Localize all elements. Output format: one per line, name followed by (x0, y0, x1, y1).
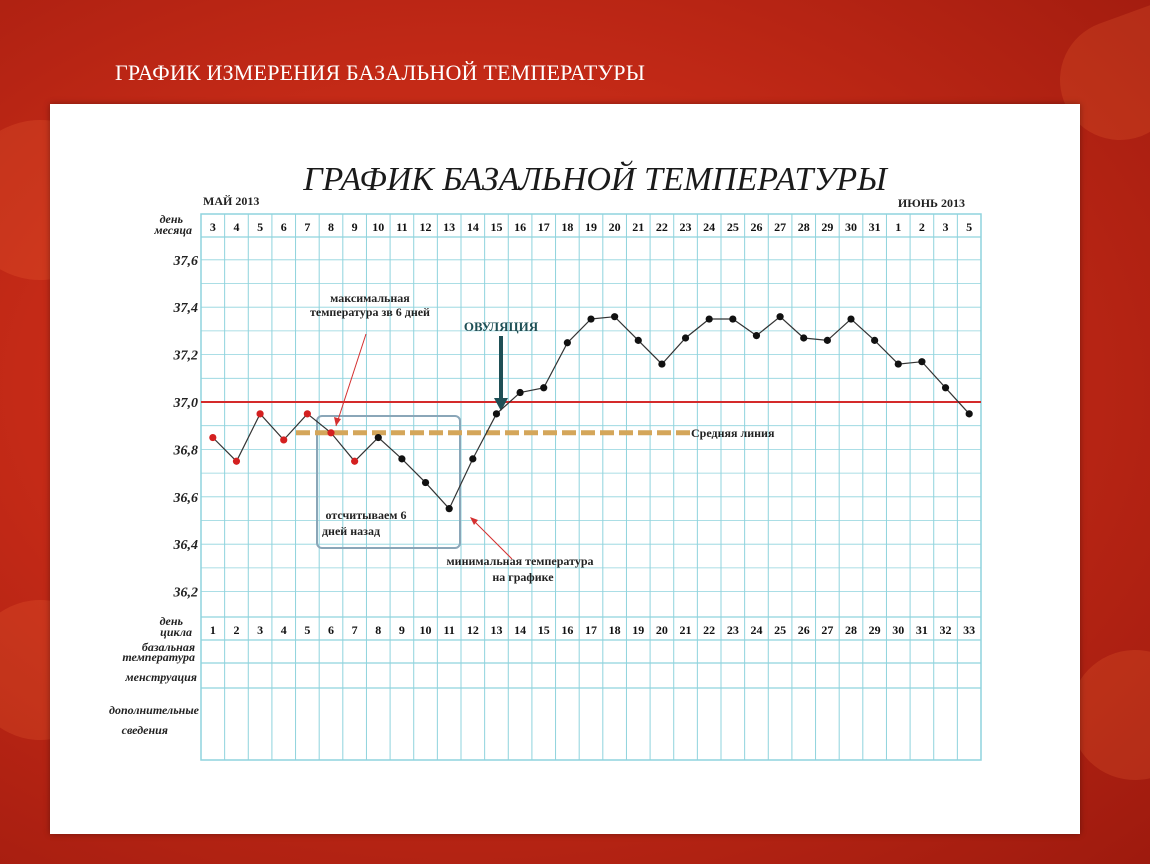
row-label-cycle-day: цикла (160, 625, 192, 639)
y-tick-label: 37,6 (173, 253, 198, 269)
month-day-label: 16 (514, 220, 527, 234)
month-day-label: 21 (632, 220, 645, 234)
temperature-point (398, 455, 405, 462)
temperature-point (516, 389, 523, 396)
temperature-point (422, 479, 429, 486)
month-day-label: 12 (419, 220, 432, 234)
cycle-day-label: 18 (608, 623, 621, 637)
temperature-point (540, 384, 547, 391)
y-tick-label: 36,2 (173, 585, 198, 601)
cycle-day-label: 29 (868, 623, 881, 637)
y-tick-label: 36,6 (173, 490, 198, 506)
month-day-label: 23 (679, 220, 692, 234)
month-day-label: 31 (868, 220, 881, 234)
cycle-day-label: 3 (257, 623, 264, 637)
month-day-label: 10 (372, 220, 385, 234)
cycle-day-label: 25 (774, 623, 787, 637)
cycle-day-label: 27 (821, 623, 834, 637)
temperature-point (446, 505, 453, 512)
cycle-day-label: 19 (632, 623, 645, 637)
cycle-day-label: 15 (537, 623, 550, 637)
month-end-label: ИЮНЬ 2013 (897, 196, 965, 210)
month-day-label: 1 (895, 220, 902, 234)
cycle-day-label: 26 (797, 623, 810, 637)
cycle-day-label: 14 (514, 623, 527, 637)
month-day-label: 29 (821, 220, 834, 234)
temperature-point (233, 458, 240, 465)
row-label-month-day: месяца (154, 223, 192, 237)
temperature-point (469, 455, 476, 462)
row-label-basal: температура (122, 650, 195, 664)
min-temp-pointer (472, 519, 512, 559)
y-tick-label: 37,0 (173, 396, 198, 411)
row-label-cycle-day: день (159, 614, 183, 628)
y-tick-label: 37,4 (173, 301, 198, 317)
month-day-label: 24 (703, 220, 716, 234)
cycle-day-label: 22 (703, 623, 716, 637)
month-day-label: 30 (845, 220, 857, 234)
cycle-day-label: 8 (375, 623, 382, 637)
max-temp-label: максимальная (330, 291, 410, 305)
cycle-day-label: 12 (466, 623, 479, 637)
temperature-point (256, 410, 263, 417)
cycle-day-label: 2 (233, 623, 240, 637)
row-label-additional: дополнительные (109, 703, 199, 717)
temperature-point (682, 334, 689, 341)
row-label-additional: сведения (121, 723, 168, 737)
temperature-point (966, 410, 973, 417)
temperature-point (375, 434, 382, 441)
cycle-day-label: 32 (939, 623, 952, 637)
cycle-day-label: 21 (679, 623, 692, 637)
month-day-label: 19 (585, 220, 597, 234)
temperature-point (942, 384, 949, 391)
temperature-line (213, 317, 969, 509)
ovulation-label: ОВУЛЯЦИЯ (463, 319, 539, 334)
cycle-day-label: 1 (209, 623, 216, 637)
month-day-label: 14 (466, 220, 479, 234)
temperature-point (776, 313, 783, 320)
temperature-point (706, 315, 713, 322)
cycle-day-label: 16 (561, 623, 574, 637)
y-tick-label: 37,2 (173, 348, 198, 364)
month-day-label: 15 (490, 220, 503, 234)
cycle-day-label: 5 (304, 623, 311, 637)
max-temp-pointer-head (334, 417, 341, 426)
min-temp-label: на графике (492, 570, 554, 584)
row-label-basal: базальная (141, 640, 195, 654)
row-label-month-day: день (159, 212, 183, 226)
month-day-label: 11 (396, 220, 408, 234)
cycle-day-label: 33 (963, 623, 976, 637)
month-day-label: 9 (351, 220, 358, 234)
max-temp-pointer (336, 334, 366, 426)
cycle-day-label: 6 (328, 623, 334, 637)
average-line-label: Средняя линия (691, 425, 775, 440)
month-day-label: 22 (655, 220, 668, 234)
count-back-label: отсчитываем 6 (325, 508, 407, 522)
temperature-point (493, 410, 500, 417)
month-day-label: 13 (443, 220, 456, 234)
y-tick-label: 36,8 (173, 443, 198, 459)
month-day-label: 4 (233, 220, 240, 234)
cycle-day-label: 7 (351, 623, 358, 637)
month-day-label: 25 (726, 220, 739, 234)
month-day-label: 17 (537, 220, 550, 234)
temperature-point (918, 358, 925, 365)
cycle-day-label: 17 (585, 623, 597, 637)
temperature-point (351, 458, 358, 465)
month-day-label: 2 (918, 220, 925, 234)
temperature-point (635, 337, 642, 344)
month-day-label: 6 (280, 220, 287, 234)
temperature-point (895, 360, 902, 367)
temperature-point (587, 315, 594, 322)
temperature-point (564, 339, 571, 346)
temperature-point (871, 337, 878, 344)
count-back-label: дней назад (321, 524, 381, 538)
max-temp-label: температура зв 6 дней (310, 305, 430, 319)
temperature-point (847, 315, 854, 322)
temperature-point (280, 436, 287, 443)
temperature-point (658, 360, 665, 367)
month-day-label: 28 (797, 220, 810, 234)
chart-title: ГРАФИК БАЗАЛЬНОЙ ТЕМПЕРАТУРЫ (303, 161, 887, 198)
cycle-day-label: 9 (398, 623, 405, 637)
cycle-day-label: 24 (750, 623, 763, 637)
month-day-label: 5 (966, 220, 973, 234)
temperature-point (209, 434, 216, 441)
cycle-day-label: 10 (419, 623, 432, 637)
month-start-label: МАЙ 2013 (203, 194, 260, 208)
month-day-label: 20 (608, 220, 621, 234)
month-day-label: 5 (257, 220, 264, 234)
row-label-menstruation: менструация (125, 670, 197, 684)
basal-temperature-chart (50, 104, 1080, 834)
temperature-point (611, 313, 618, 320)
cycle-day-label: 4 (280, 623, 287, 637)
month-day-label: 8 (328, 220, 334, 234)
slide-title: ГРАФИК ИЗМЕРЕНИЯ БАЗАЛЬНОЙ ТЕМПЕРАТУРЫ (115, 60, 646, 85)
month-day-label: 27 (774, 220, 787, 234)
cycle-day-label: 11 (443, 623, 455, 637)
y-tick-label: 36,4 (173, 538, 198, 554)
temperature-point (753, 332, 760, 339)
temperature-point (304, 410, 311, 417)
cycle-day-label: 28 (845, 623, 857, 637)
cycle-day-label: 20 (655, 623, 668, 637)
temperature-point (729, 315, 736, 322)
cycle-day-label: 13 (490, 623, 503, 637)
month-day-label: 3 (942, 220, 949, 234)
cycle-day-label: 23 (726, 623, 739, 637)
month-day-label: 18 (561, 220, 574, 234)
temperature-point (800, 334, 807, 341)
temperature-point (824, 337, 831, 344)
temperature-point (327, 429, 334, 436)
month-day-label: 3 (209, 220, 216, 234)
month-day-label: 7 (304, 220, 311, 234)
cycle-day-label: 30 (892, 623, 905, 637)
cycle-day-label: 31 (915, 623, 928, 637)
chart-panel (50, 104, 1080, 834)
month-day-label: 26 (750, 220, 763, 234)
min-temp-label: минимальная температура (446, 554, 594, 568)
